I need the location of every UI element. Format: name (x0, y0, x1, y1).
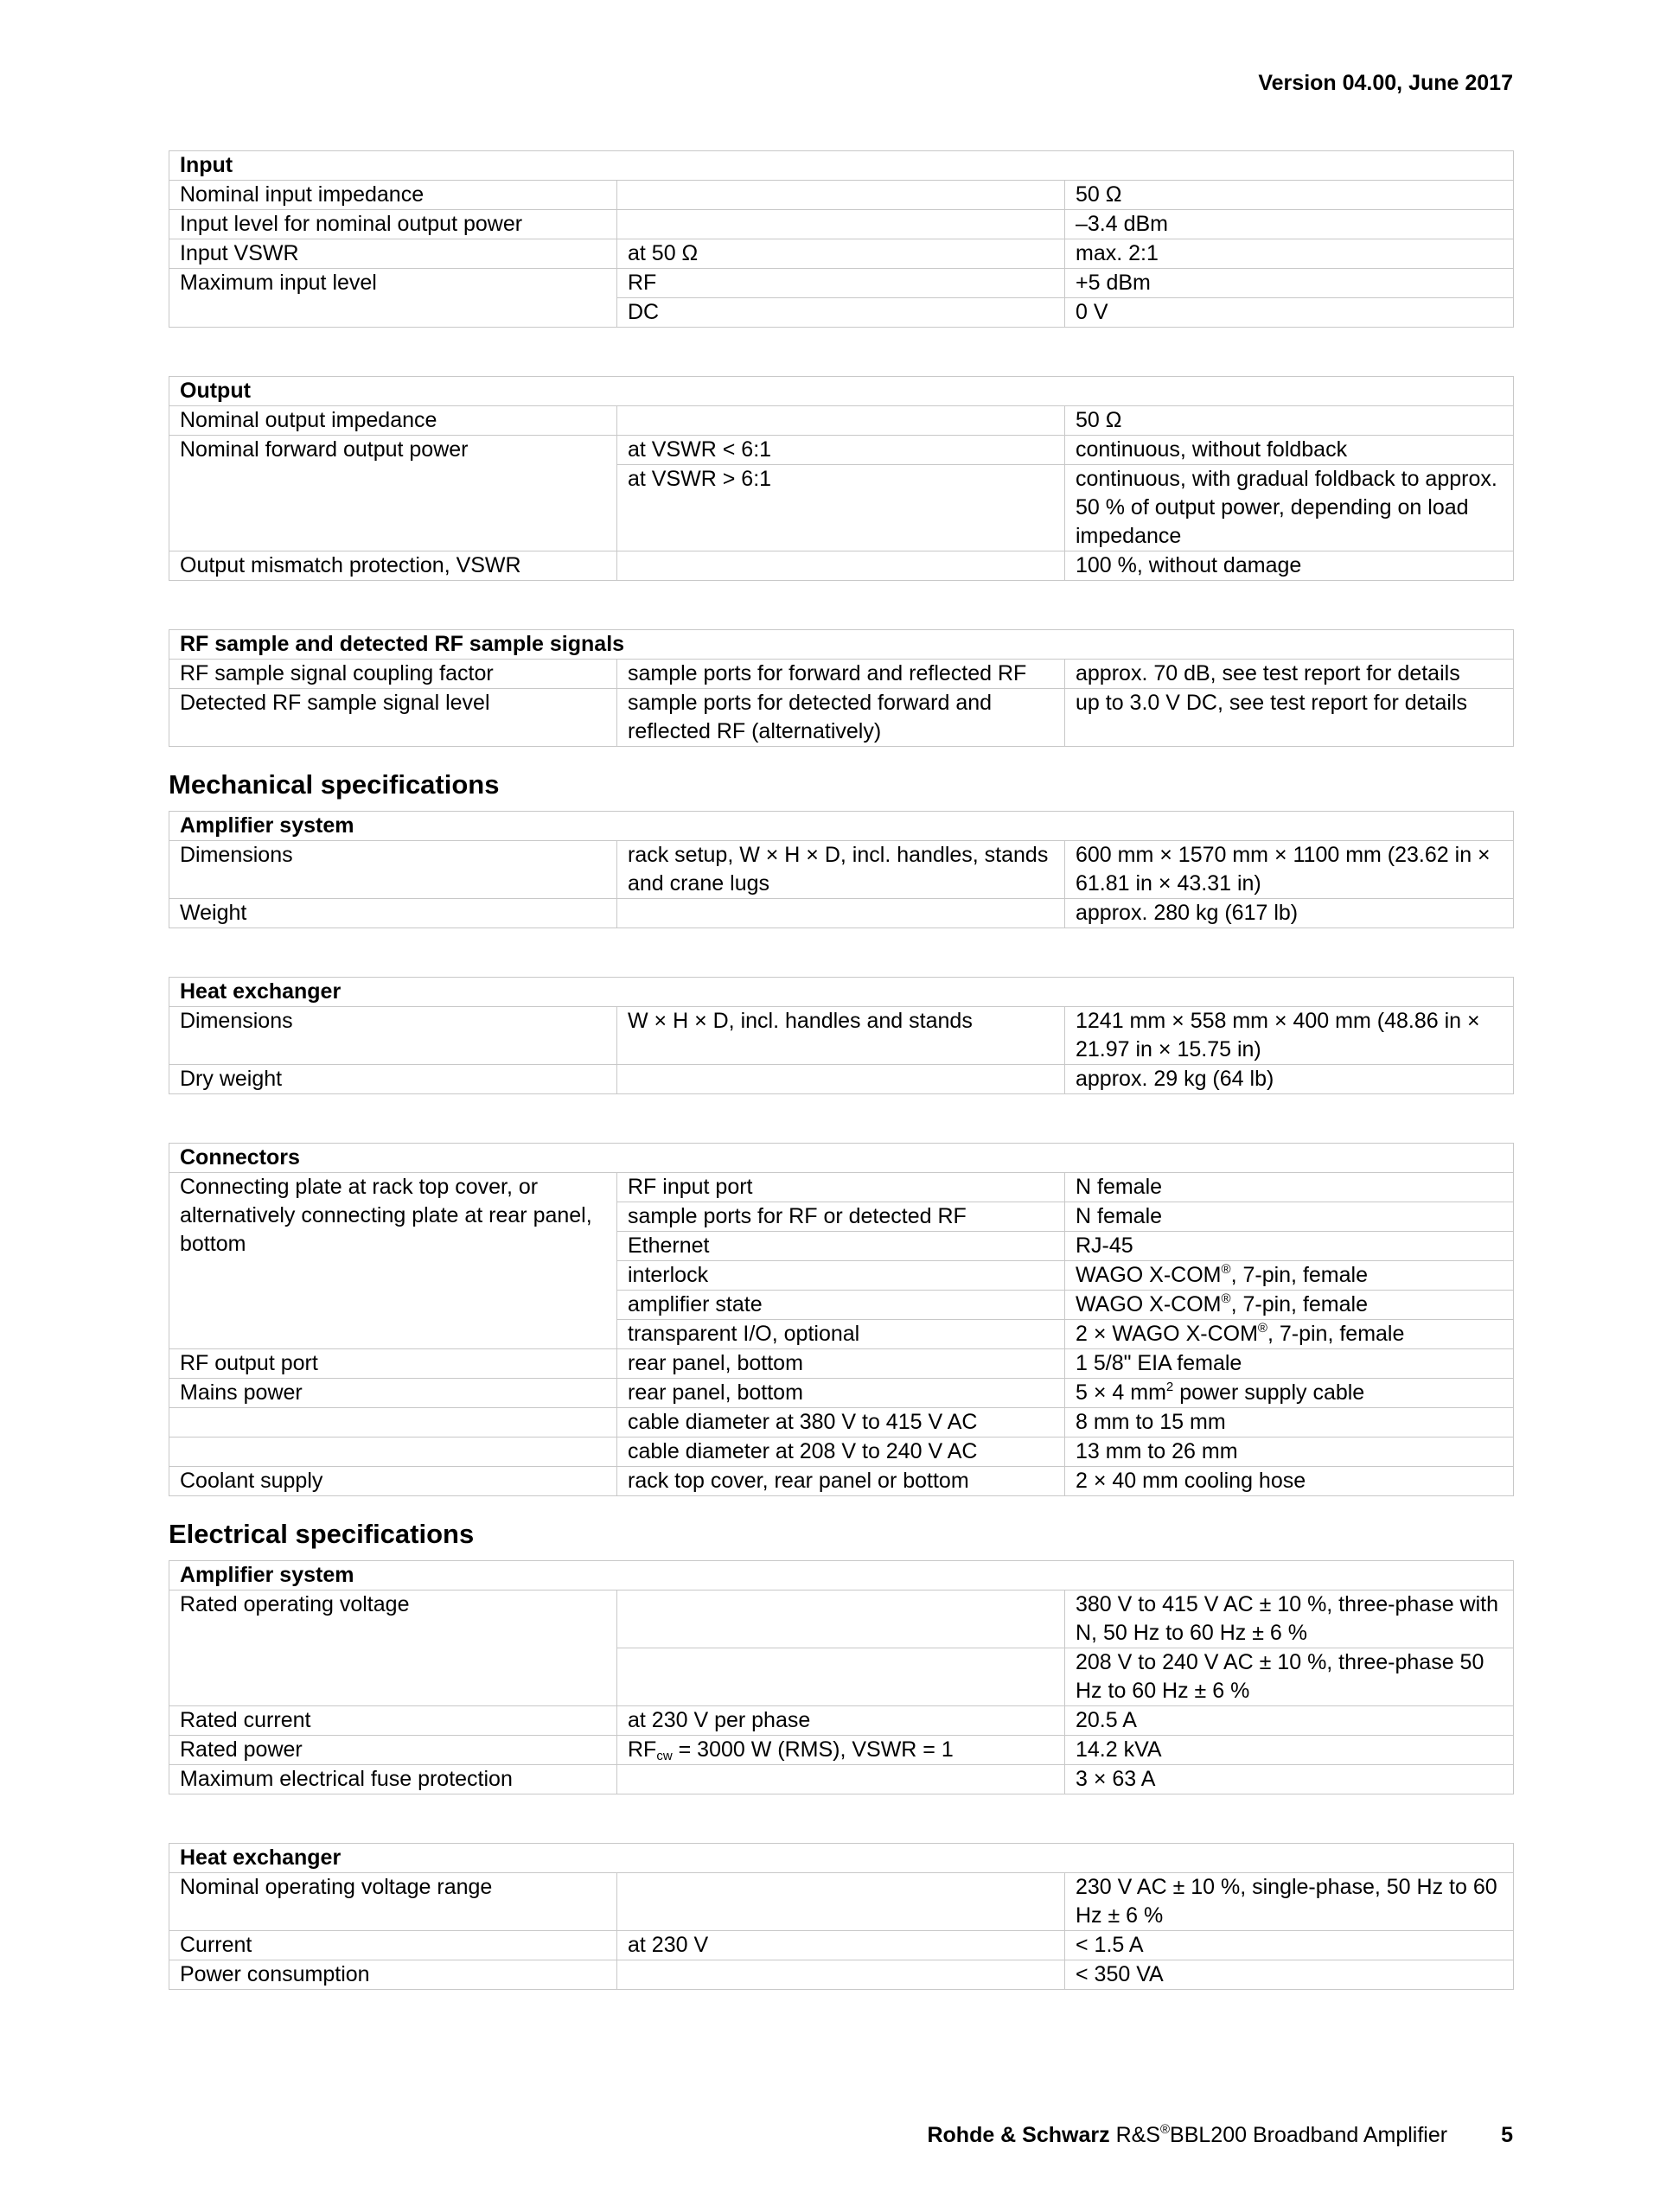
row-label: Output mismatch protection, VSWR (169, 551, 617, 581)
table-row (169, 1736, 1514, 1765)
row-value: +5 dBm (1065, 269, 1514, 298)
row-value: < 350 VA (1065, 1960, 1514, 1990)
row-label: Rated current (169, 1706, 617, 1736)
row-value: 50 Ω (1065, 406, 1514, 436)
row-condition: transparent I/O, optional (617, 1320, 1065, 1349)
row-label: Nominal forward output power (169, 436, 617, 551)
row-value: 2 × 40 mm cooling hose (1065, 1467, 1514, 1496)
table-row (169, 1379, 1514, 1408)
row-value: 600 mm × 1570 mm × 1100 mm (23.62 in × 61.81 in × 43.31 in) (1065, 841, 1514, 899)
row-condition: amplifier state (617, 1291, 1065, 1320)
row-value: RJ-45 (1065, 1232, 1514, 1261)
table-row (169, 1065, 1514, 1094)
row-label: Dimensions (169, 841, 617, 899)
row-label: Rated operating voltage (169, 1590, 617, 1706)
table-row (169, 406, 1514, 436)
page-number: 5 (1501, 2123, 1513, 2147)
row-condition (617, 1765, 1065, 1794)
row-value: 2 × WAGO X-COM®, 7-pin, female (1065, 1320, 1514, 1349)
row-value: WAGO X-COM®, 7-pin, female (1065, 1291, 1514, 1320)
table-title: Input (169, 151, 1514, 181)
footer-brand: Rohde & Schwarz (927, 2123, 1110, 2147)
row-condition (617, 406, 1065, 436)
elec-heat-exchanger-table (169, 1843, 1514, 1990)
row-value: 13 mm to 26 mm (1065, 1437, 1514, 1467)
row-value: < 1.5 A (1065, 1931, 1514, 1960)
row-condition: DC (617, 298, 1065, 328)
row-value: approx. 70 dB, see test report for details (1065, 660, 1514, 689)
row-condition (617, 210, 1065, 239)
registered-mark: ® (1159, 2122, 1171, 2137)
row-condition (617, 899, 1065, 928)
row-label: Dry weight (169, 1065, 617, 1094)
row-condition (617, 1648, 1065, 1706)
row-condition (617, 551, 1065, 581)
row-label: Nominal output impedance (169, 406, 617, 436)
row-value: approx. 29 kg (64 lb) (1065, 1065, 1514, 1094)
table-row (169, 660, 1514, 689)
row-label (169, 1408, 617, 1437)
mechanical-heading: Mechanical specifications (169, 769, 500, 800)
row-condition: cable diameter at 208 V to 240 V AC (617, 1437, 1065, 1467)
row-condition: rack top cover, rear panel or bottom (617, 1467, 1065, 1496)
row-value: 1241 mm × 558 mm × 400 mm (48.86 in × 21.97 in × 15.75 in) (1065, 1007, 1514, 1065)
row-condition: sample ports for RF or detected RF (617, 1202, 1065, 1232)
mech-amplifier-table (169, 811, 1514, 928)
row-label: Input VSWR (169, 239, 617, 269)
row-value: continuous, without foldback (1065, 436, 1514, 465)
row-condition: at VSWR < 6:1 (617, 436, 1065, 465)
row-value: 230 V AC ± 10 %, single-phase, 50 Hz to 60 Hz ± 6 % (1065, 1873, 1514, 1931)
row-value: N female (1065, 1173, 1514, 1202)
table-title: Heat exchanger (169, 978, 1514, 1007)
row-condition: rear panel, bottom (617, 1379, 1065, 1408)
row-label (169, 1437, 617, 1467)
row-value: 50 Ω (1065, 181, 1514, 210)
row-value: WAGO X-COM®, 7-pin, female (1065, 1261, 1514, 1291)
table-title: Connectors (169, 1144, 1514, 1173)
row-condition: W × H × D, incl. handles and stands (617, 1007, 1065, 1065)
table-title: Output (169, 377, 1514, 406)
table-row (169, 899, 1514, 928)
document-version: Version 04.00, June 2017 (1258, 71, 1513, 95)
row-label: Maximum electrical fuse protection (169, 1765, 617, 1794)
row-value: continuous, with gradual foldback to approx. 50 % of output power, depending on load impedance (1065, 465, 1514, 551)
row-label: RF sample signal coupling factor (169, 660, 617, 689)
table-row (169, 551, 1514, 581)
row-condition: rack setup, W × H × D, incl. handles, stands and crane lugs (617, 841, 1065, 899)
row-condition: interlock (617, 1261, 1065, 1291)
table-row (169, 436, 1514, 465)
row-label: Connecting plate at rack top cover, or alternatively connecting plate at rear panel, bottom (169, 1173, 617, 1349)
row-condition: rear panel, bottom (617, 1349, 1065, 1379)
row-value: 20.5 A (1065, 1706, 1514, 1736)
electrical-heading: Electrical specifications (169, 1519, 475, 1549)
table-row (169, 1765, 1514, 1794)
row-label: Power consumption (169, 1960, 617, 1990)
table-row (169, 181, 1514, 210)
row-value: 380 V to 415 V AC ± 10 %, three-phase with N, 50 Hz to 60 Hz ± 6 % (1065, 1590, 1514, 1648)
table-title: Heat exchanger (169, 1844, 1514, 1873)
row-condition: RF (617, 269, 1065, 298)
table-row (169, 1873, 1514, 1931)
row-condition (617, 1960, 1065, 1990)
row-value: 208 V to 240 V AC ± 10 %, three-phase 50 Hz to 60 Hz ± 6 % (1065, 1648, 1514, 1706)
table-row (169, 1349, 1514, 1379)
row-condition: RF input port (617, 1173, 1065, 1202)
row-label: Dimensions (169, 1007, 617, 1065)
row-value: 3 × 63 A (1065, 1765, 1514, 1794)
row-label: Rated power (169, 1736, 617, 1765)
row-label: Mains power (169, 1379, 617, 1408)
row-condition: Ethernet (617, 1232, 1065, 1261)
table-title: Amplifier system (169, 812, 1514, 841)
table-row (169, 210, 1514, 239)
row-condition: cable diameter at 380 V to 415 V AC (617, 1408, 1065, 1437)
table-row (169, 1007, 1514, 1065)
row-condition (617, 181, 1065, 210)
row-condition: at VSWR > 6:1 (617, 465, 1065, 551)
row-value: 0 V (1065, 298, 1514, 328)
footer-product: R&S (1109, 2123, 1160, 2147)
table-title: RF sample and detected RF sample signals (169, 630, 1514, 660)
table-row (169, 1437, 1514, 1467)
row-value: –3.4 dBm (1065, 210, 1514, 239)
row-condition: at 230 V per phase (617, 1706, 1065, 1736)
table-row (169, 689, 1514, 747)
table-row (169, 1590, 1514, 1648)
row-value: max. 2:1 (1065, 239, 1514, 269)
rf-sample-table (169, 629, 1514, 747)
row-value: 5 × 4 $mm^2$ power supply cable (1065, 1379, 1514, 1408)
row-label: Nominal input impedance (169, 181, 617, 210)
input-table (169, 150, 1514, 328)
row-condition (617, 1873, 1065, 1931)
row-label: Maximum input level (169, 269, 617, 328)
footer-product-name: BBL200 Broadband Amplifier (1170, 2123, 1448, 2147)
table-row (169, 1960, 1514, 1990)
row-condition: at 50 Ω (617, 239, 1065, 269)
row-value: 8 mm to 15 mm (1065, 1408, 1514, 1437)
page-footer (927, 2123, 1513, 2148)
row-condition (617, 1065, 1065, 1094)
output-table (169, 376, 1514, 581)
row-label: Weight (169, 899, 617, 928)
table-title: Amplifier system (169, 1561, 1514, 1590)
row-value: 14.2 kVA (1065, 1736, 1514, 1765)
table-row (169, 1706, 1514, 1736)
connectors-table (169, 1143, 1514, 1496)
row-condition: $RF_{cw} = 3000$ W (RMS), VSWR = 1 (617, 1736, 1065, 1765)
row-condition (617, 1590, 1065, 1648)
table-row (169, 269, 1514, 298)
row-value: approx. 280 kg (617 lb) (1065, 899, 1514, 928)
elec-amplifier-table (169, 1560, 1514, 1794)
row-condition: at 230 V (617, 1931, 1065, 1960)
row-label: RF output port (169, 1349, 617, 1379)
table-row (169, 239, 1514, 269)
table-row (169, 1408, 1514, 1437)
row-value: up to 3.0 V DC, see test report for details (1065, 689, 1514, 747)
mech-heat-exchanger-table (169, 977, 1514, 1094)
row-label: Coolant supply (169, 1467, 617, 1496)
row-label: Input level for nominal output power (169, 210, 617, 239)
spec-content (169, 150, 1513, 1990)
table-row (169, 1467, 1514, 1496)
row-label: Detected RF sample signal level (169, 689, 617, 747)
row-value: 1 5/8" EIA female (1065, 1349, 1514, 1379)
row-value: N female (1065, 1202, 1514, 1232)
row-value: 100 %, without damage (1065, 551, 1514, 581)
row-label: Nominal operating voltage range (169, 1873, 617, 1931)
table-row (169, 841, 1514, 899)
table-row (169, 1931, 1514, 1960)
table-row (169, 1173, 1514, 1202)
row-label: Current (169, 1931, 617, 1960)
row-condition: sample ports for forward and reflected RF (617, 660, 1065, 689)
row-condition: sample ports for detected forward and reflected RF (alternatively) (617, 689, 1065, 747)
